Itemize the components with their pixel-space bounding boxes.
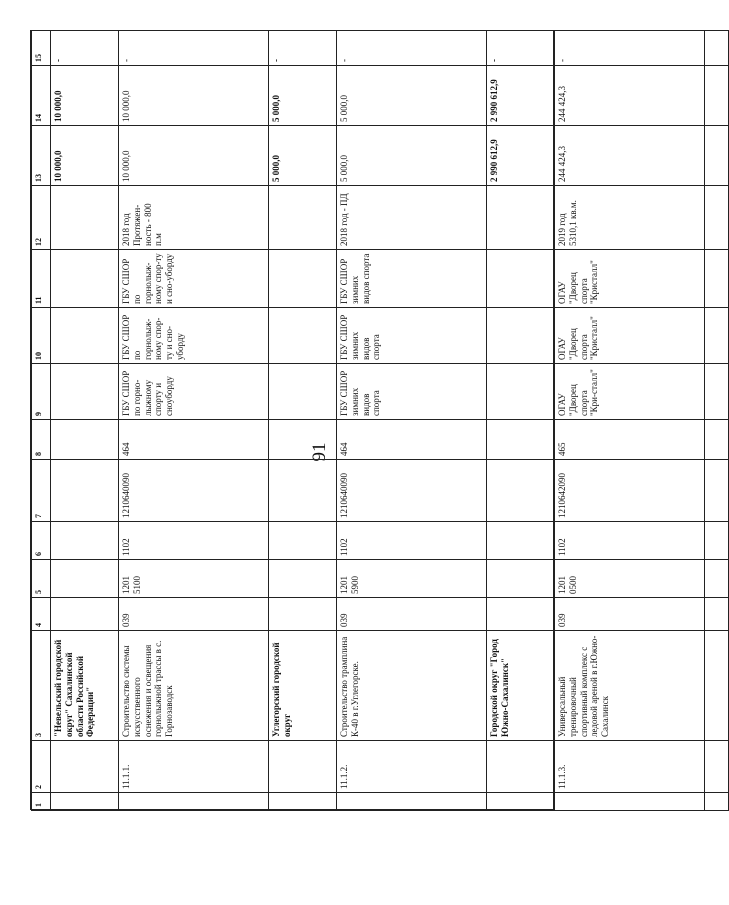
page-number: 91: [309, 442, 330, 462]
cell-col-10: ГБУ СШОР по горнолыж-ному спор-ту и сно-уборду: [119, 308, 269, 364]
cell-col-5: [487, 560, 555, 598]
cell-col-4: 039: [119, 598, 269, 631]
cell-col-3: "Невельский городской округ" Сахалинской области Российской Федерации": [51, 631, 119, 741]
cell-col-9: ОГАУ "Дворец спорта "Кри-сталл": [555, 364, 705, 420]
cell-col-11: [705, 250, 729, 308]
cell-col-5: 1201 5100: [119, 560, 269, 598]
column-number-9: 9: [32, 364, 51, 420]
cell-col-9: [51, 364, 119, 420]
column-number-15: 15: [32, 31, 51, 66]
cell-col-8: 465: [555, 420, 705, 460]
cell-col-13: 5 000,0: [269, 126, 337, 186]
cell-col-10: [51, 308, 119, 364]
cell-col-15: [705, 31, 729, 66]
cell-col-5: 1201 0500: [555, 560, 705, 598]
cell-col-3: Углегорский городской округ: [269, 631, 337, 741]
cell-col-6: 1102: [555, 522, 705, 560]
column-number-6: 6: [32, 522, 51, 560]
cell-col-11: ОГАУ "Дворец спорта "Кристалл": [555, 250, 705, 308]
cell-col-9: [269, 364, 337, 420]
column-number-2: 2: [32, 741, 51, 793]
cell-col-13: 2 990 612,9: [487, 126, 555, 186]
cell-col-2: [269, 741, 337, 793]
cell-col-1: [51, 793, 119, 811]
cell-col-7: [51, 460, 119, 522]
group-row: [51, 31, 119, 811]
cell-col-10: [705, 308, 729, 364]
cell-col-10: ГБУ СШОР зимних видов спорта: [337, 308, 487, 364]
cell-col-8: 464: [337, 420, 487, 460]
cell-col-6: 1102: [337, 522, 487, 560]
cell-col-4: [487, 598, 555, 631]
cell-col-2: 11.1.1.: [119, 741, 269, 793]
cell-col-13: [705, 126, 729, 186]
cell-col-12: [269, 186, 337, 250]
cell-col-14: 10 000,0: [51, 66, 119, 126]
cell-col-15: -: [269, 31, 337, 66]
table-body: [51, 31, 729, 811]
cell-col-11: [487, 250, 555, 308]
group-row: [487, 31, 555, 811]
cell-col-3: Городской округ "Город Южно-Сахалинск": [487, 631, 555, 741]
cell-col-2: [51, 741, 119, 793]
column-number-4: 4: [32, 598, 51, 631]
item-row: [337, 31, 487, 811]
cell-col-7: 1210640090: [337, 460, 487, 522]
group-row: [269, 31, 337, 811]
cell-col-7: 1210642090: [555, 460, 705, 522]
cell-col-15: -: [51, 31, 119, 66]
cell-col-1: [705, 793, 729, 811]
cell-col-3: Универсальный тренировочный спортивный комплекс с ледовой ареной в г.Южно-Сахалинск: [555, 631, 705, 741]
cell-col-8: 464: [119, 420, 269, 460]
cell-col-7: [705, 460, 729, 522]
cell-col-14: 244 424,3: [555, 66, 705, 126]
cell-col-12: 2018 год Протяжен-ность - 800 п.м: [119, 186, 269, 250]
cell-col-13: 244 424,3: [555, 126, 705, 186]
cell-col-4: [705, 598, 729, 631]
cell-col-14: 5 000,0: [337, 66, 487, 126]
cell-col-11: ГБУ СШОР зимних видов спорта: [337, 250, 487, 308]
budget-table-frame: [30, 30, 611, 810]
cell-col-9: [487, 364, 555, 420]
cell-col-2: [705, 741, 729, 793]
cell-col-14: 5 000,0: [269, 66, 337, 126]
cell-col-11: ГБУ СШОР по горнолыж-ному спор-ту и сно-уборду: [119, 250, 269, 308]
cell-col-5: 1201 5900: [337, 560, 487, 598]
cell-col-12: 2019 год 5310,1 кв.м.: [555, 186, 705, 250]
cell-col-13: 5 000,0: [337, 126, 487, 186]
cell-col-11: [51, 250, 119, 308]
column-number-8: 8: [32, 420, 51, 460]
cell-col-3: Строительство трамплина К-40 в г.Углегорске.: [337, 631, 487, 741]
cell-col-15: -: [555, 31, 705, 66]
cell-col-12: [705, 186, 729, 250]
blank-row: [705, 31, 729, 811]
cell-col-6: [705, 522, 729, 560]
cell-col-4: [269, 598, 337, 631]
cell-col-4: 039: [337, 598, 487, 631]
column-number-14: 14: [32, 66, 51, 126]
cell-col-10: [269, 308, 337, 364]
cell-col-1: [269, 793, 337, 811]
cell-col-9: ГБУ СШОР по горно-лыжному спорту и сноуборду: [119, 364, 269, 420]
cell-col-11: [269, 250, 337, 308]
column-number-5: 5: [32, 560, 51, 598]
cell-col-7: 1210640090: [119, 460, 269, 522]
cell-col-7: [487, 460, 555, 522]
cell-col-2: 11.1.2.: [337, 741, 487, 793]
column-number-3: 3: [32, 631, 51, 741]
cell-col-9: [705, 364, 729, 420]
column-number-12: 12: [32, 186, 51, 250]
cell-col-1: [555, 793, 705, 811]
item-row: [119, 31, 269, 811]
cell-col-10: [487, 308, 555, 364]
column-number-10: 10: [32, 308, 51, 364]
cell-col-10: ОГАУ "Дворец спорта "Кристалл": [555, 308, 705, 364]
cell-col-6: [51, 522, 119, 560]
cell-col-12: 2018 год - ПД: [337, 186, 487, 250]
cell-col-5: [269, 560, 337, 598]
cell-col-14: 2 990 612,9: [487, 66, 555, 126]
cell-col-3: Строительство системы искусственного оснежения и освещения горнолыжной трассы в с. Горнозаводск: [119, 631, 269, 741]
cell-col-4: [51, 598, 119, 631]
column-number-1: 1: [32, 793, 51, 811]
cell-col-12: [51, 186, 119, 250]
cell-col-6: [487, 522, 555, 560]
cell-col-7: [269, 460, 337, 522]
cell-col-14: [705, 66, 729, 126]
cell-col-1: [487, 793, 555, 811]
cell-col-1: [337, 793, 487, 811]
cell-col-9: ГБУ СШОР зимних видов спорта: [337, 364, 487, 420]
cell-col-12: [487, 186, 555, 250]
cell-col-8: [269, 420, 337, 460]
cell-col-5: [705, 560, 729, 598]
cell-col-3: [705, 631, 729, 741]
cell-col-8: [487, 420, 555, 460]
cell-col-8: [51, 420, 119, 460]
column-number-13: 13: [32, 126, 51, 186]
cell-col-6: 1102: [119, 522, 269, 560]
cell-col-2: [487, 741, 555, 793]
cell-col-8: [705, 420, 729, 460]
cell-col-13: 10 000,0: [51, 126, 119, 186]
cell-col-15: -: [337, 31, 487, 66]
column-number-7: 7: [32, 460, 51, 522]
item-row: [555, 31, 705, 811]
column-number-11: 11: [32, 250, 51, 308]
cell-col-5: [51, 560, 119, 598]
cell-col-15: -: [119, 31, 269, 66]
cell-col-6: [269, 522, 337, 560]
cell-col-13: 10 000,0: [119, 126, 269, 186]
cell-col-1: [119, 793, 269, 811]
cell-col-14: 10 000,0: [119, 66, 269, 126]
cell-col-4: 039: [555, 598, 705, 631]
cell-col-15: -: [487, 31, 555, 66]
header-row: [32, 31, 51, 811]
budget-table: [31, 30, 729, 811]
cell-col-2: 11.1.3.: [555, 741, 705, 793]
